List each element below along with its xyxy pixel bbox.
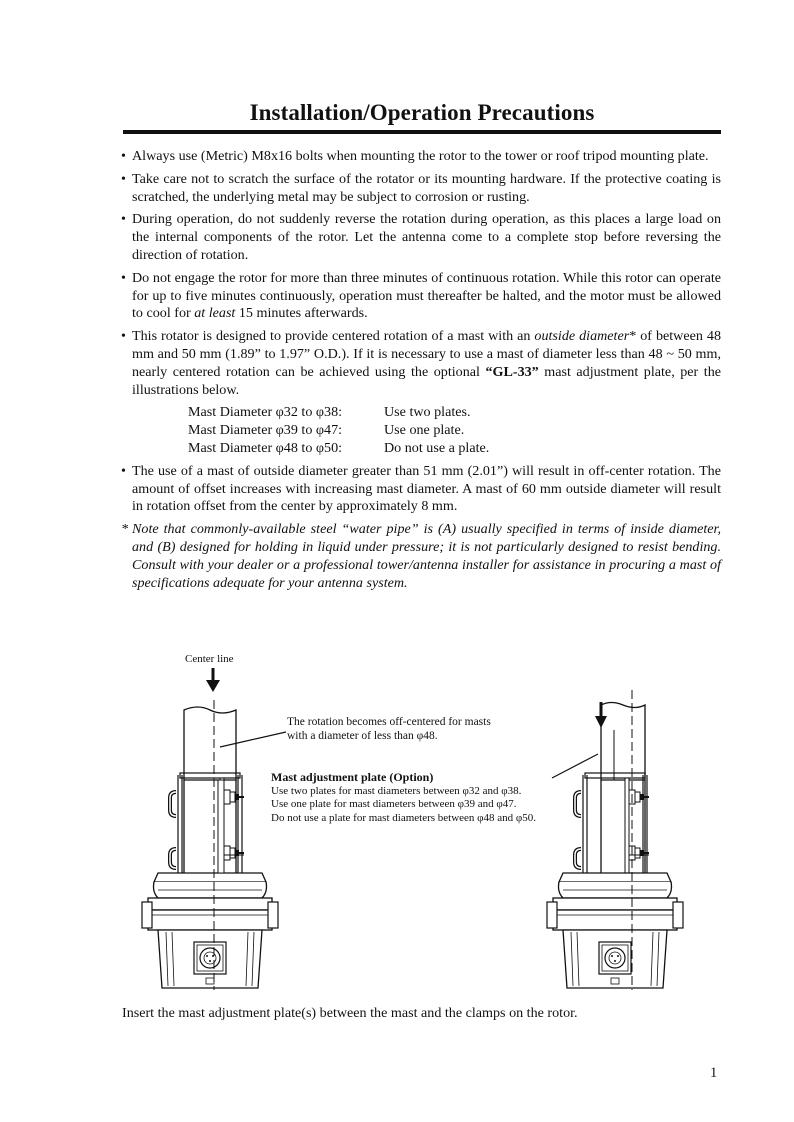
plate-instruction: Use one plate. — [384, 422, 465, 439]
mast-table-row — [188, 422, 489, 440]
precaution-bullet — [121, 171, 721, 207]
plate-instruction: Use two plates. — [384, 404, 471, 421]
bullet-text: mast adjustment plate, per the illustrations below. — [132, 363, 721, 398]
note-text: Note that commonly-available steel “water pipe” is (A) usually specified in terms of inside diameter, and (B) designed for holding in liquid under pressure; it is not particularly designed to resist bending. Consult with your dealer or a professional tower/antenna installer for assistance in procuring a mast of specifications adequate for your antenna system. — [132, 521, 721, 591]
mast-table-row — [188, 404, 489, 422]
mast-table-row — [188, 440, 489, 458]
mast-installation-figure — [0, 640, 794, 1000]
center-line-label: Center line — [185, 653, 234, 665]
mast-diameter-range: Mast Diameter φ32 to φ38: — [188, 404, 343, 421]
mast-diameter-table — [188, 404, 489, 457]
bullet-text: Take care not to scratch the surface of the rotator or its mounting hardware. If the protective coating is scratched, the underlying metal may be subject to corrosion or rusting. — [132, 170, 721, 205]
rotor-diagram-offcenter — [547, 690, 683, 990]
plate-instruction: Do not use a plate. — [384, 439, 490, 456]
precaution-bullet — [121, 211, 721, 264]
bullet-text: This rotator is designed to provide centered rotation of a mast with an — [132, 328, 535, 345]
precautions-list — [121, 148, 721, 399]
bullet-text: outside diameter — [534, 328, 630, 345]
bullet-text: * of between 48 mm and 50 mm (1.89” to 1.97” O.D.). If it is necessary to use a mast of diameter less than 48 ~ 50 mm, nearly centered rotation can be achieved using the optional — [132, 328, 721, 380]
bullet-text: “GL-33” — [485, 363, 539, 380]
page-number: 1 — [710, 1065, 718, 1081]
bullet-text: 15 minutes afterwards. — [235, 305, 368, 322]
bullet-text: Always use (Metric) M8x16 bolts when mounting the rotor to the tower or roof tripod mounting plate. — [132, 148, 709, 164]
center-line-arrow-icon — [206, 668, 220, 692]
plate-leader-line — [552, 754, 598, 778]
mast-diameter-range: Mast Diameter φ48 to φ50: — [188, 439, 343, 456]
bullet-text: at least — [194, 305, 236, 322]
precautions-body — [121, 148, 721, 592]
figure-caption: Insert the mast adjustment plate(s) between the mast and the clamps on the rotor. — [122, 1005, 578, 1021]
mast-diameter-range: Mast Diameter φ39 to φ47: — [188, 422, 343, 439]
plate-callout-line1: Use two plates for mast diameters between φ32 and φ38. — [271, 785, 522, 797]
title-rule — [123, 130, 721, 134]
rotor-diagram-centered — [142, 700, 278, 990]
plate-callout-line3: Do not use a plate for mast diameters between φ48 and φ50. — [271, 812, 537, 824]
plate-callout-line2: Use one plate for mast diameters between φ39 and φ47. — [271, 798, 517, 810]
page-title: Installation/Operation Precautions — [249, 100, 595, 125]
bullet-offset-rotation: • The use of a mast of outside diameter greater than 51 mm (2.01”) will result in off-center rotation. The amount of offset increases with increasing mast diameter. A mast of 60 mm outside diameter will result in rotation offset from the center by approximately 8 mm. — [121, 463, 721, 516]
precaution-bullet — [121, 148, 721, 166]
precaution-bullet — [121, 270, 721, 323]
bullet-text: Do not engage the rotor for more than three minutes of continuous rotation. While this rotor can operate for up to five minutes continuously, operation must thereafter be halted, and the motor must be allowed to cool for — [132, 269, 721, 322]
plate-callout-title: Mast adjustment plate (Option) — [271, 770, 434, 784]
offcenter-callout-line2: with a diameter of less than φ48. — [287, 730, 438, 742]
precaution-bullet — [121, 328, 721, 399]
note-asterisk: * — [121, 521, 129, 538]
bullet-text: During operation, do not suddenly reverse the rotation during operation, as this places a large load on the internal components of the rotor. Let the antenna come to a complete stop before reversing the direction of rotation. — [132, 211, 721, 263]
offcenter-callout-line1: The rotation becomes off-centered for masts — [287, 716, 491, 728]
steel-pipe-note — [121, 521, 721, 592]
